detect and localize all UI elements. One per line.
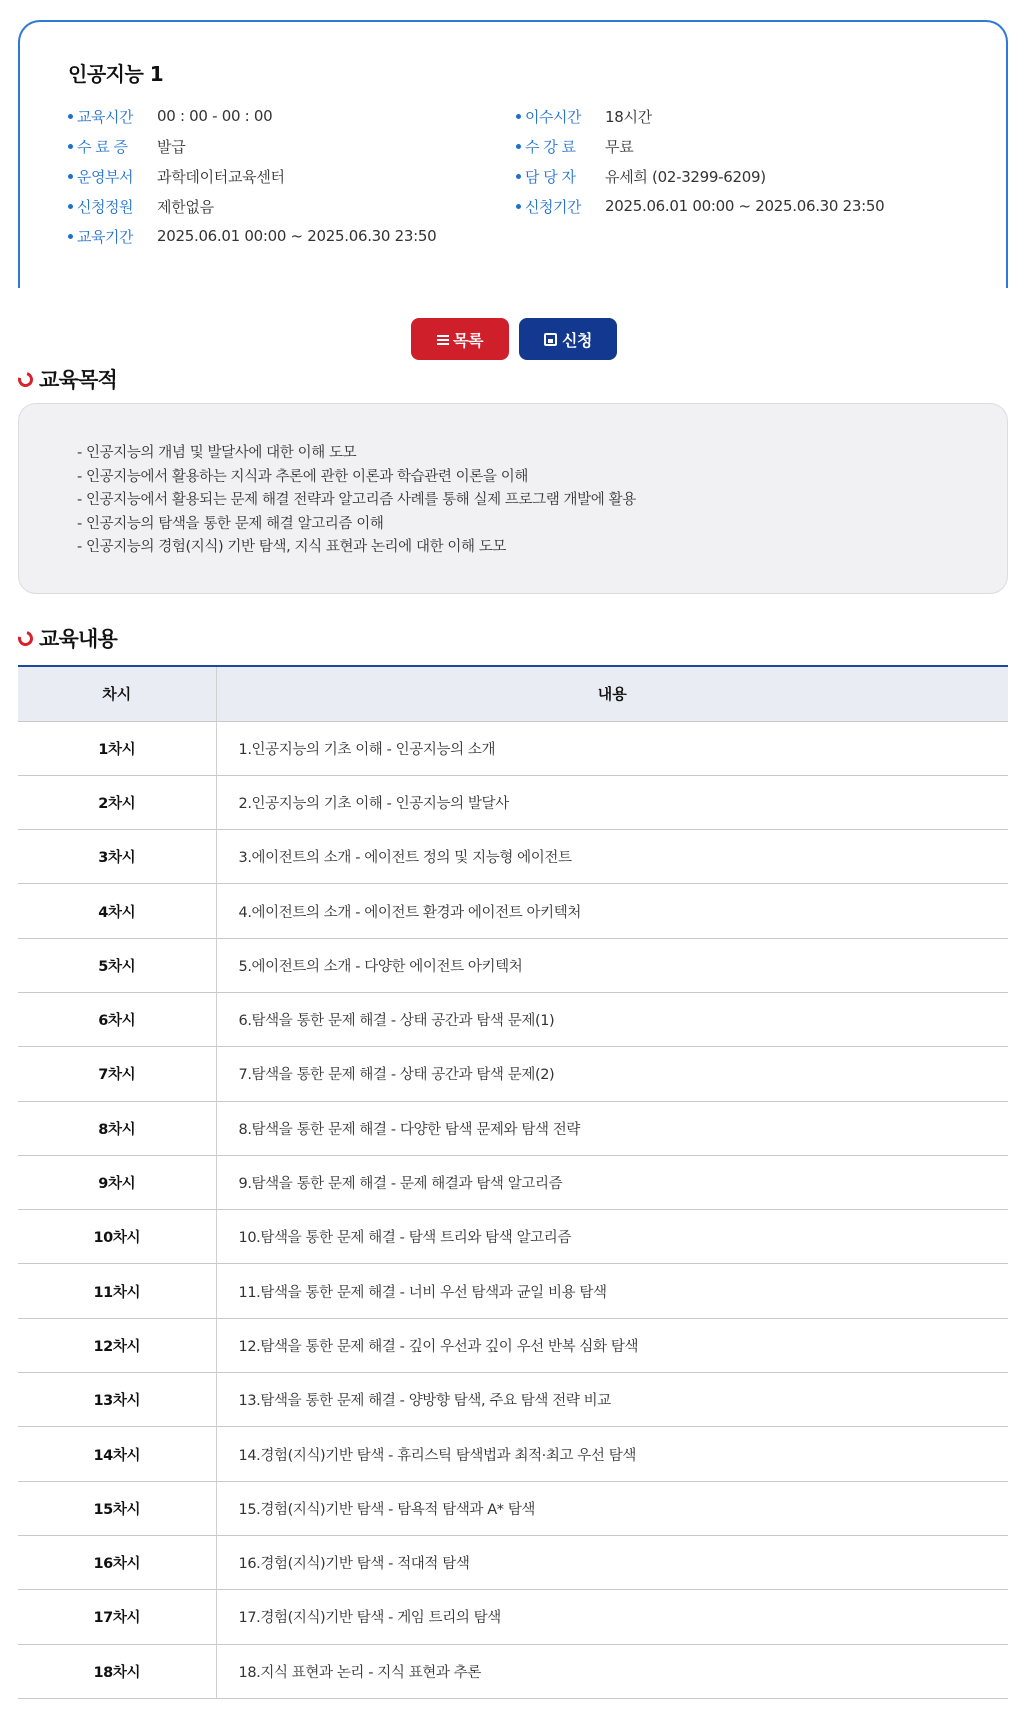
session-cell: 10차시 <box>18 1210 216 1264</box>
list-button-label: 목록 <box>453 330 483 350</box>
purpose-list <box>77 442 636 560</box>
table-row <box>18 1264 1008 1318</box>
bullet-icon <box>68 114 73 119</box>
list-button[interactable] <box>411 318 509 360</box>
bullet-icon <box>68 174 73 179</box>
session-cell: 14차시 <box>18 1427 216 1481</box>
session-cell: 2차시 <box>18 775 216 829</box>
menu-icon <box>437 334 449 344</box>
session-cell: 15차시 <box>18 1481 216 1535</box>
bullet-icon <box>516 174 521 179</box>
bullet-icon <box>516 204 521 209</box>
info-fee <box>516 135 633 157</box>
apply-button-label: 신청 <box>562 330 592 350</box>
bullet-icon <box>68 204 73 209</box>
content-cell: 6.탐색을 통한 문제 해결 - 상태 공간과 탐색 문제(1) <box>216 992 1008 1046</box>
list-item: - 인공지능의 개념 및 발달사에 대한 이해 도모 <box>77 445 357 461</box>
info-label: 교육기간 <box>77 227 133 246</box>
table-row <box>18 992 1008 1046</box>
session-cell: 4차시 <box>18 884 216 938</box>
info-label: 운영부서 <box>77 167 133 186</box>
table-row <box>18 1644 1008 1698</box>
content-cell: 15.경험(지식)기반 탐색 - 탐욕적 탐색과 A* 탐색 <box>216 1481 1008 1535</box>
refresh-icon <box>15 628 35 648</box>
section-title: 교육목적 <box>39 368 117 392</box>
info-label: 신청정원 <box>77 197 133 216</box>
content-cell: 11.탐색을 통한 문제 해결 - 너비 우선 탐색과 균일 비용 탐색 <box>216 1264 1008 1318</box>
column-header-session: 차시 <box>18 666 216 721</box>
content-cell: 2.인공지능의 기초 이해 - 인공지능의 발달사 <box>216 775 1008 829</box>
table-body <box>18 721 1008 1698</box>
course-info-card <box>18 20 1008 288</box>
info-value: 유세희 (02-3299-6209) <box>605 167 766 186</box>
session-cell: 5차시 <box>18 938 216 992</box>
session-cell: 11차시 <box>18 1264 216 1318</box>
info-label: 이수시간 <box>525 107 581 126</box>
session-cell: 13차시 <box>18 1373 216 1427</box>
session-cell: 18차시 <box>18 1644 216 1698</box>
list-item: - 인공지능의 탐색을 통한 문제 해결 알고리즘 이해 <box>77 515 384 532</box>
session-cell: 12차시 <box>18 1318 216 1372</box>
save-icon <box>544 333 557 346</box>
info-value: 18시간 <box>605 107 652 126</box>
info-apply-period <box>516 195 884 217</box>
info-label: 수 강 료 <box>525 137 576 156</box>
info-label: 수 료 증 <box>77 137 128 156</box>
info-value: 00 : 00 - 00 : 00 <box>157 107 273 125</box>
list-item: - 인공지능의 경험(지식) 기반 탐색, 지식 표현과 논리에 대한 이해 도모 <box>77 539 507 555</box>
content-cell: 1.인공지능의 기초 이해 - 인공지능의 소개 <box>216 721 1008 775</box>
content-cell: 17.경험(지식)기반 탐색 - 게임 트리의 탐색 <box>216 1590 1008 1644</box>
info-certificate <box>68 135 185 157</box>
table-row <box>18 884 1008 938</box>
info-label: 신청기간 <box>525 197 581 216</box>
table-row <box>18 1210 1008 1264</box>
info-edu-time <box>68 105 272 127</box>
info-completion-hours <box>516 105 652 127</box>
content-cell: 5.에이전트의 소개 - 다양한 에이전트 아키텍처 <box>216 938 1008 992</box>
info-edu-period <box>68 225 436 247</box>
table-row <box>18 1481 1008 1535</box>
content-cell: 18.지식 표현과 논리 - 지식 표현과 추론 <box>216 1644 1008 1698</box>
info-value: 2025.06.01 00:00 ~ 2025.06.30 23:50 <box>605 197 885 215</box>
table-row <box>18 1047 1008 1101</box>
table-row <box>18 1373 1008 1427</box>
bullet-icon <box>516 114 521 119</box>
info-value: 제한없음 <box>157 197 214 216</box>
session-cell: 8차시 <box>18 1101 216 1155</box>
course-title: 인공지능 1 <box>68 62 164 86</box>
bullet-icon <box>68 234 73 239</box>
table-row <box>18 1101 1008 1155</box>
content-cell: 9.탐색을 통한 문제 해결 - 문제 해결과 탐색 알고리즘 <box>216 1155 1008 1209</box>
table-row <box>18 1535 1008 1589</box>
info-capacity <box>68 195 214 217</box>
table-header-row <box>18 666 1008 721</box>
info-value: 2025.06.01 00:00 ~ 2025.06.30 23:50 <box>157 227 437 245</box>
session-cell: 9차시 <box>18 1155 216 1209</box>
content-cell: 14.경험(지식)기반 탐색 - 휴리스틱 탐색법과 최적·최고 우선 탐색 <box>216 1427 1008 1481</box>
curriculum-table <box>18 665 1008 1699</box>
table-row <box>18 721 1008 775</box>
section-title: 교육내용 <box>39 627 117 651</box>
content-cell: 13.탐색을 통한 문제 해결 - 양방향 탐색, 주요 탐색 전략 비교 <box>216 1373 1008 1427</box>
apply-button[interactable] <box>519 318 617 360</box>
section-heading-purpose <box>18 364 117 394</box>
session-cell: 7차시 <box>18 1047 216 1101</box>
info-label: 교육시간 <box>77 107 133 126</box>
content-cell: 7.탐색을 통한 문제 해결 - 상태 공간과 탐색 문제(2) <box>216 1047 1008 1101</box>
info-label: 담 당 자 <box>525 167 576 186</box>
list-item: - 인공지능에서 활용되는 문제 해결 전략과 알고리즘 사례를 통해 실제 프로그램 개발에 활용 <box>77 492 636 508</box>
table-row <box>18 1155 1008 1209</box>
bullet-icon <box>516 144 521 149</box>
table-row <box>18 938 1008 992</box>
table-row <box>18 830 1008 884</box>
list-item: - 인공지능에서 활용하는 지식과 추론에 관한 이론과 학습관련 이론을 이해 <box>77 468 528 485</box>
info-value: 발급 <box>157 137 186 156</box>
session-cell: 17차시 <box>18 1590 216 1644</box>
info-value: 무료 <box>605 137 634 156</box>
table-row <box>18 775 1008 829</box>
session-cell: 1차시 <box>18 721 216 775</box>
info-department <box>68 165 285 187</box>
content-cell: 3.에이전트의 소개 - 에이전트 정의 및 지능형 에이전트 <box>216 830 1008 884</box>
section-heading-contents <box>18 623 117 653</box>
info-manager <box>516 165 766 187</box>
content-cell: 12.탐색을 통한 문제 해결 - 깊이 우선과 깊이 우선 반복 심화 탐색 <box>216 1318 1008 1372</box>
bullet-icon <box>68 144 73 149</box>
table-row <box>18 1318 1008 1372</box>
info-value: 과학데이터교육센터 <box>157 167 285 186</box>
content-cell: 8.탐색을 통한 문제 해결 - 다양한 탐색 문제와 탐색 전략 <box>216 1101 1008 1155</box>
table-row <box>18 1427 1008 1481</box>
table-row <box>18 1590 1008 1644</box>
column-header-content: 내용 <box>216 666 1008 721</box>
content-cell: 16.경험(지식)기반 탐색 - 적대적 탐색 <box>216 1535 1008 1589</box>
purpose-box <box>18 403 1008 594</box>
content-cell: 4.에이전트의 소개 - 에이전트 환경과 에이전트 아키텍처 <box>216 884 1008 938</box>
refresh-icon <box>15 369 35 389</box>
session-cell: 16차시 <box>18 1535 216 1589</box>
session-cell: 6차시 <box>18 992 216 1046</box>
content-cell: 10.탐색을 통한 문제 해결 - 탐색 트리와 탐색 알고리즘 <box>216 1210 1008 1264</box>
session-cell: 3차시 <box>18 830 216 884</box>
